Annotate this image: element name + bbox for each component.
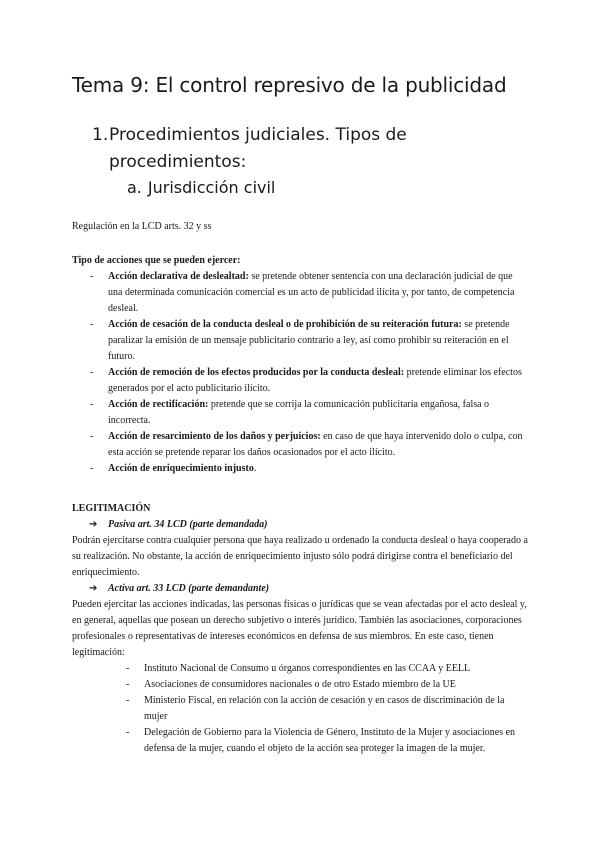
list-item	[72, 317, 528, 365]
pasiva-heading	[72, 517, 528, 533]
list-item	[72, 461, 528, 477]
item-text: .	[253, 463, 257, 474]
activa-heading-text: Activa art. 33 LCD (parte demandante)	[108, 583, 270, 594]
item-text: Delegación de Gobierno para la Violencia de Género, Instituto de la Mujer y asociaciones en defensa de la mujer, cuando el objeto de la acción sea proteger la imagen de la mujer.	[144, 727, 516, 754]
item-bold: Acción de enriquecimiento injusto	[108, 463, 254, 474]
section-heading	[92, 122, 512, 176]
activa-paragraph: Pueden ejercitar las acciones indicadas, las personas físicas o jurídicas que se vean afectadas por el acto desleal y, en general, aquellas que posean un derecho subjetivo o interés jurídico. También las asociaciones, corporaciones profesionales o representativas de intereses económicos en defensa de sus miembros. En este caso, tienen legitimación:	[72, 599, 527, 658]
item-text: se pretende obtener sentencia con una declaración judicial de que una determinada comunicación comercial es un acto de publicidad ilícita y, por tanto, de competencia desleal.	[108, 271, 515, 314]
dash-marker: -	[126, 679, 130, 690]
item-bold: Acción de rectificación:	[108, 399, 209, 410]
section-number: 1.	[92, 125, 109, 145]
dash-marker: -	[90, 399, 94, 410]
list-item	[72, 397, 528, 429]
dash-marker: -	[90, 431, 94, 442]
item-text: pretende que se corrija la comunicación publicitaria engañosa, falsa o incorrecta.	[108, 399, 490, 426]
item-bold: Acción de resarcimiento de los daños y perjuicios:	[108, 431, 321, 442]
item-bold: Acción de cesación de la conducta desleal o de prohibición de su reiteración futura:	[108, 319, 462, 330]
item-bold: Acción de remoción de los efectos producidos por la conducta desleal:	[108, 367, 405, 378]
legitimacion-title: LEGITIMACIÓN	[72, 503, 151, 514]
item-text: Asociaciones de consumidores nacionales o de otro Estado miembro de la UE	[144, 679, 456, 690]
tipos-list	[72, 269, 528, 477]
list-item	[72, 661, 528, 677]
dash-marker: -	[90, 463, 94, 474]
item-text: pretende eliminar los efectos generados por el acto publicitario ilícito.	[108, 367, 522, 394]
dash-marker: -	[126, 695, 130, 706]
tipos-section	[72, 253, 528, 477]
dash-marker: -	[126, 663, 130, 674]
legitimacion-section	[72, 501, 528, 757]
list-item	[72, 365, 528, 397]
item-bold: Acción declarativa de deslealtad:	[108, 271, 249, 282]
legitimados-list	[72, 661, 528, 757]
dash-marker: -	[90, 319, 94, 330]
list-item	[72, 725, 528, 757]
page-title: Tema 9: El control represivo de la publicidad	[72, 73, 507, 97]
pasiva-paragraph: Podrán ejercitarse contra cualquier persona que haya realizado u ordenado la conducta desleal o haya cooperado a su realización. No obstante, la acción de enriquecimiento injusto sólo podrá dirigirse contra el beneficiario del enriquecimiento.	[72, 535, 528, 578]
list-item	[72, 429, 528, 461]
item-text: en caso de que haya intervenido dolo o culpa, con esta acción se pretende reparar los daños ocasionados por el acto ilícito.	[108, 431, 523, 458]
item-text: Ministerio Fiscal, en relación con la acción de cesación y en casos de discriminación de la mujer	[144, 695, 505, 722]
pasiva-heading-text: Pasiva art. 34 LCD (parte demandada)	[108, 519, 268, 530]
arrow-icon: ➔	[89, 519, 98, 530]
list-item	[72, 269, 528, 317]
subsection-heading	[127, 178, 275, 197]
item-text: Instituto Nacional de Consumo u órganos correspondientes en las CCAA y EELL	[144, 663, 471, 674]
subsection-text: Jurisdicción civil	[147, 178, 276, 197]
list-item	[72, 677, 528, 693]
dash-marker: -	[90, 367, 94, 378]
section-text: Procedimientos judiciales. Tipos de procedimientos:	[109, 125, 407, 172]
tipos-title: Tipo de acciones que se pueden ejercer:	[72, 255, 241, 266]
activa-heading	[72, 581, 528, 597]
dash-marker: -	[126, 727, 130, 738]
dash-marker: -	[90, 271, 94, 282]
list-item	[72, 693, 528, 725]
intro-paragraph: Regulación en la LCD arts. 32 y ss	[72, 221, 212, 232]
item-text: se pretende paralizar la emisión de un mensaje publicitario contrario a ley, así como prohibir su reiteración en el futuro.	[108, 319, 510, 362]
subsection-letter: a.	[127, 178, 142, 197]
arrow-icon: ➔	[89, 583, 98, 594]
